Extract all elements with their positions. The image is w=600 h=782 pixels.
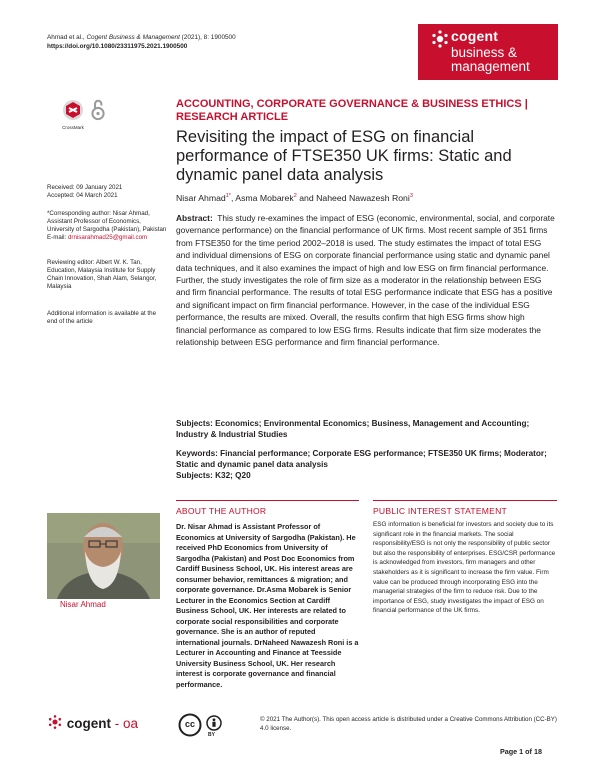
- subjects-codes: Subjects: K32; Q20: [176, 471, 251, 480]
- cc-by-badge[interactable]: [178, 713, 215, 742]
- article-title: Revisiting the impact of ESG on financial performance of FTSE350 UK firms: Static and dynamic panel data analysis: [176, 128, 512, 184]
- author-photo: [47, 513, 160, 599]
- brand-name: cogent: [451, 28, 499, 44]
- abstract-text: This study re-examines the impact of ESG (economic, environmental, social, and corporate governance performance) on the financial performance of UK firms. Most recent sample of 351 firms from FTSE350 for the time period 2002–2018 is used. The study estimates the impact of total ESG and individual dimensions of ESG on corporate financial performance using static and dynamic panel data techniques, and it also examines the impact of high and low ESG on firm financial performance. Further, the study investigates the role of firm size as a moderator in the relationship between ESG and firm financial performance. The results of total ESG performance indicate that ESG has a positive and significant impact on firm financial performance. However, in the case of the individual ESG performance, the results are mixed. Overall, the results confirm that high ESG firms show high financial performance as compared to low ESG firms. Results indicate that firm size moderates the relationship between ESG performance and firm financial performance.: [176, 213, 555, 348]
- citation: Ahmad et al., Cogent Business & Management (2021), 8: 1900500: [47, 34, 236, 41]
- reviewing-editor: Reviewing editor: Albert W. K. Tan, Education, Malaysia Institute for Supply Chain Innovation, Shah Alam, Selangor, Malaysia: [47, 259, 157, 290]
- keywords: Keywords: Financial performance; Corporate ESG performance; FTSE350 UK firms; Moderator; Static and dynamic panel data analysis: [176, 449, 547, 469]
- divider: [176, 500, 359, 501]
- crossmark-icon: [60, 99, 86, 121]
- cogent-oa-logo: cogent - oa: [47, 714, 138, 731]
- abstract: [176, 212, 556, 348]
- received-date: Received: 09 January 2021: [47, 184, 123, 191]
- cc-label: cc: [184, 719, 195, 729]
- author-1[interactable]: Nisar Ahmad: [176, 193, 226, 203]
- by-label: BY: [208, 732, 215, 738]
- journal-logo: [418, 24, 558, 80]
- photo-caption: Nisar Ahmad: [60, 600, 106, 609]
- dates: [47, 184, 167, 200]
- subjects: Subjects: Economics; Environmental Economics; Business, Management and Accounting; Industry & Industrial Studies: [176, 419, 530, 439]
- author-2[interactable]: Asma Mobarek: [235, 193, 294, 203]
- about-text: Dr. Nisar Ahmad is Assistant Professor of Economics at University of Sargodha (Pakistan). He received PhD Economics from University of Sargodha (Pakistan) and Post Doc Economics from Cardiff Business School, UK. His interest areas are consumer behavior, remittances & migration; and corporate governance. Dr.Asma Mobarek is Senior Lecturer in the Economics Section at Cardiff Business School, UK. Her interests are related to corporate social responsibilities and corporate governance. She is an author of reputed international journals. DrNaheed Nawazesh Roni is a Lecturer in Accounting and Finance at Teesside University Business School, UK. Her research interest is corporate governance and financial performance.: [176, 522, 359, 689]
- cogent-dots-icon: [430, 30, 450, 48]
- crossmark-badge[interactable]: [60, 99, 86, 130]
- open-access-icon: [91, 99, 105, 126]
- license-text: © 2021 The Author(s). This open access article is distributed under a Creative Commons Attribution (CC-BY) 4.0 license.: [260, 716, 557, 732]
- email-link[interactable]: drnisarahmad25@gmail.com: [67, 234, 148, 241]
- corresponding-author: *Corresponding author: Nisar Ahmad, Assistant Professor of Economics, University of Sargodha (Pakistan), Pakistan E-mail: drnisarahmad25@gmail.com: [47, 210, 167, 241]
- public-interest-heading: PUBLIC INTEREST STATEMENT: [373, 506, 507, 516]
- email-line: E-mail: drnisarahmad25@gmail.com: [47, 234, 148, 241]
- page-number: Page 1 of 18: [500, 747, 542, 756]
- author-3[interactable]: Naheed Nawazesh Roni: [316, 193, 410, 203]
- brand-line-1: business &: [451, 45, 518, 60]
- doi-link[interactable]: https://doi.org/10.1080/23311975.2021.1900500: [47, 43, 188, 50]
- attribution-icon: [206, 715, 222, 731]
- abstract-label: Abstract:: [176, 213, 213, 223]
- authors: Nisar Ahmad$^{1*}$, Asma Mobarek$^2$ and Naheed Nawazesh Roni$^3$: [176, 193, 413, 203]
- article-section: ACCOUNTING, CORPORATE GOVERNANCE & BUSINESS ETHICS | RESEARCH ARTICLE: [176, 98, 528, 123]
- running-header: [47, 33, 236, 51]
- about-heading: ABOUT THE AUTHOR: [176, 506, 267, 516]
- divider: [373, 500, 557, 501]
- additional-info: Additional information is available at the end of the article: [47, 310, 157, 325]
- public-interest-text: ESG information is beneficial for investors and society due to its significant role in the financial markets. The social responsibility/ESG is not only the responsibility of public sector but also the responsibility of enterprises. ESG/CSR performance is acknowledged from investors, firm managers and other stakeholders as it is significant to increase the firm value. Firm value can be produced through incorporating ESG into the managerial strategies of the firm to reduce risk. Due to the importance of ESG, study investigates the impact of ESG on financial performance of the UK firms.: [373, 521, 556, 615]
- crossmark-label: CrossMark: [62, 125, 84, 130]
- cogent-dots-icon: [47, 714, 63, 730]
- brand-line-2: management: [451, 59, 530, 74]
- accepted-date: Accepted: 04 March 2021: [47, 192, 118, 199]
